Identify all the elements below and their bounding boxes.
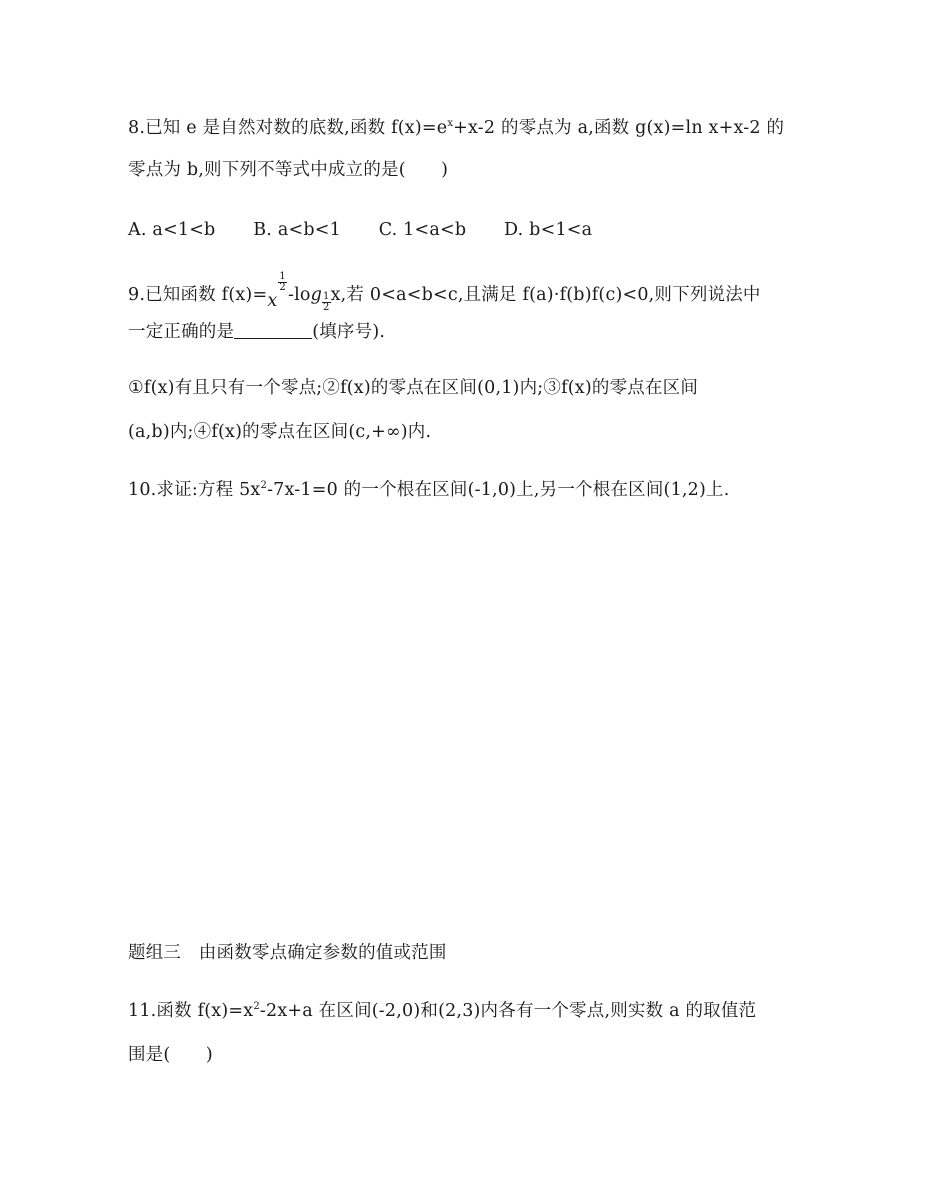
q9-line-4: (a,b)内;④f(x)的零点在区间(c,+∞)内. [128, 422, 432, 442]
q10-text-a: 10.求证:方程 5x [128, 480, 261, 500]
q9-prefix: 9.已知函数 f(x)= [128, 285, 268, 305]
q11-text-b: -2x+a 在区间(-2,0)和(2,3)内各有一个零点,则实数 a 的取值范 [259, 1001, 757, 1021]
q10-line [128, 478, 730, 502]
q8-option-d: D. b<1<a [504, 220, 593, 240]
q9-answer-blank [234, 320, 312, 339]
q9-line-1 [128, 272, 761, 313]
q11-line-2: 围是( ) [128, 1045, 213, 1065]
q9-line-3: ①f(x)有且只有一个零点;②f(x)的零点在区间(0,1)内;③f(x)的零点在区间 [128, 378, 699, 398]
q9-line-2-text: 一定正确的是 [128, 322, 235, 342]
q10-text-b: -7x-1=0 的一个根在区间(-1,0)上,另一个根在区间(1,2)上. [267, 480, 730, 500]
q8-line-2: 零点为 b,则下列不等式中成立的是( ) [128, 160, 449, 180]
q8-option-c: C. 1<a<b [378, 220, 467, 240]
q8-text-a: 8.已知 e 是自然对数的底数,函数 f(x)=e [128, 118, 448, 138]
q8-option-b: B. a<b<1 [253, 220, 341, 240]
q9-base-numerator: 1 [323, 291, 330, 302]
q9-exp-denominator: 2 [279, 282, 286, 293]
q9-suffix: x,若 0<a<b<c,且满足 f(a)·f(b)f(c)<0,则下列说法中 [330, 285, 761, 305]
q9-exp-numerator: 1 [279, 271, 286, 282]
q11-text-a: 11.函数 f(x)=x [128, 1001, 254, 1021]
q8-option-a: A. a<1<b [128, 220, 216, 240]
q9-line-2-suffix: (填序号). [312, 322, 386, 342]
q8-exponent: x [447, 118, 454, 130]
q10-exponent: 2 [260, 480, 268, 492]
q8-line-1 [128, 116, 784, 140]
q8-text-b: +x-2 的零点为 a,函数 g(x)=ln x+x-2 的 [453, 118, 785, 138]
q9-line-2 [128, 320, 385, 344]
section-3-title: 题组三 由函数零点确定参数的值或范围 [128, 943, 447, 963]
q9-base-denominator: 2 [323, 302, 330, 313]
q9-log-base [322, 292, 331, 313]
q11-line-1 [128, 999, 756, 1023]
q11-exponent: 2 [253, 1001, 260, 1013]
q9-x-var: x [267, 291, 278, 311]
q8-options [128, 218, 624, 242]
q9-exponent-fraction [278, 272, 287, 293]
q9-log-text: -lo [287, 285, 311, 305]
q9-g-var: g [310, 285, 323, 305]
